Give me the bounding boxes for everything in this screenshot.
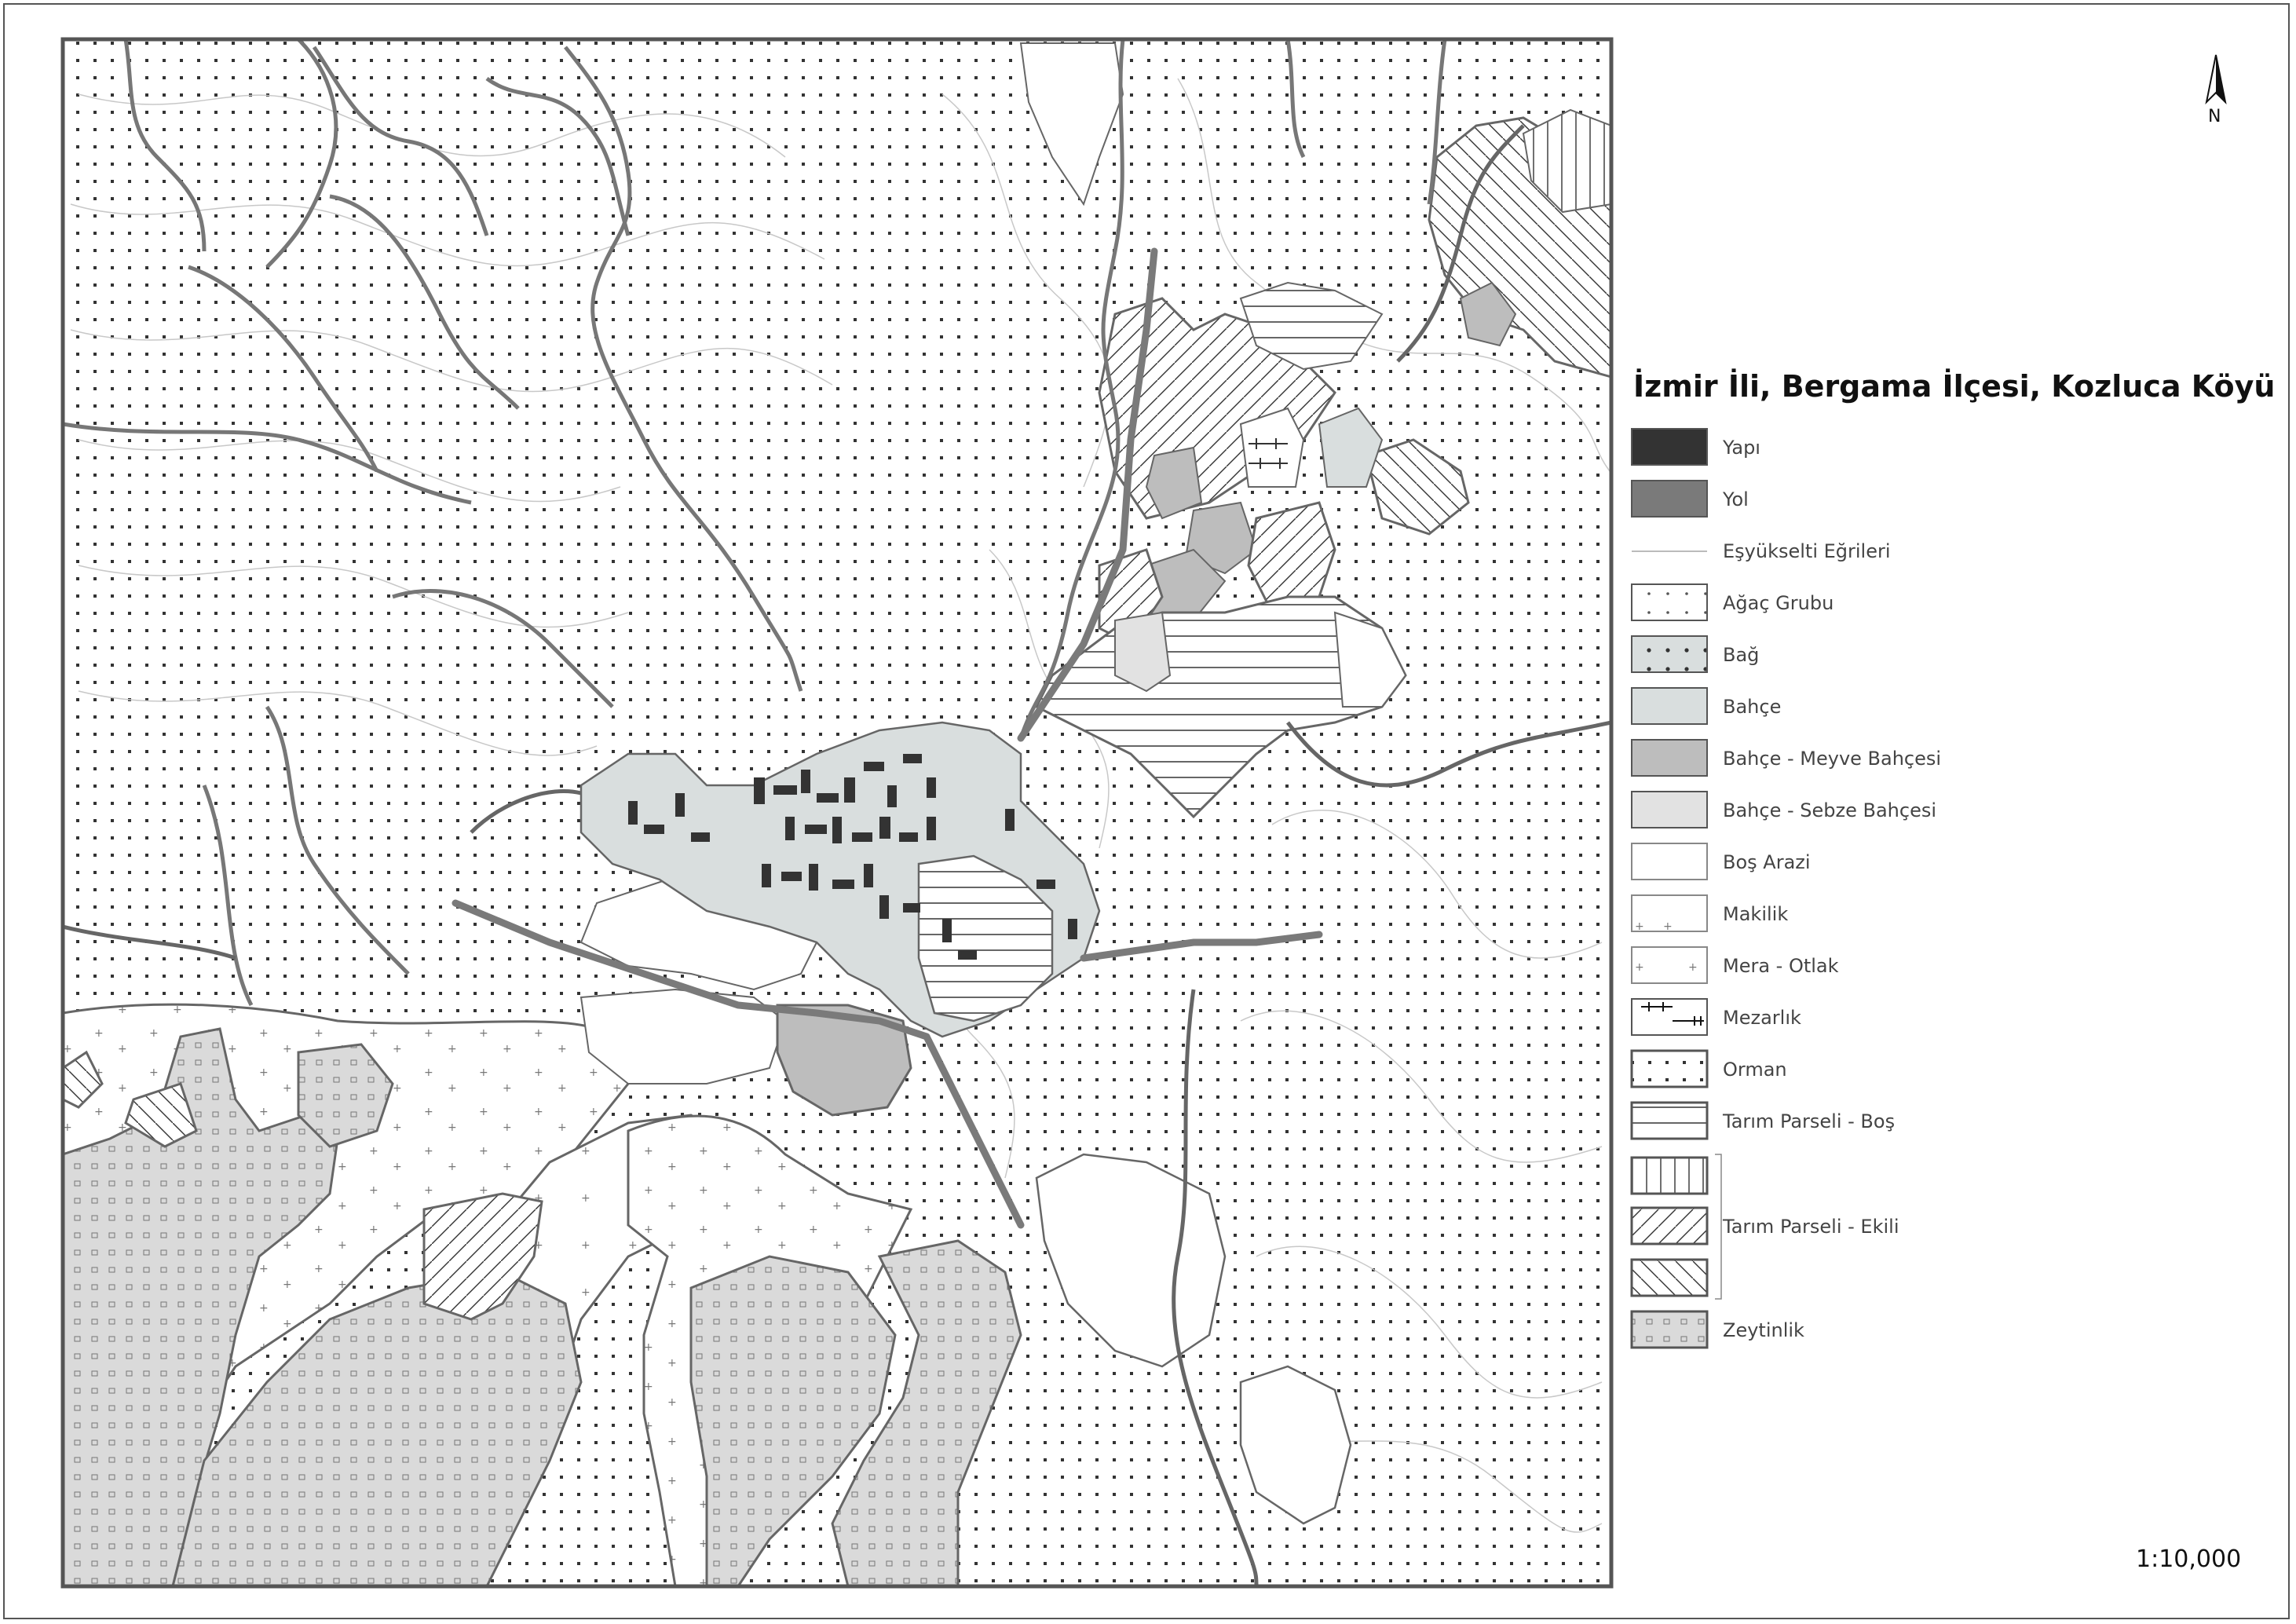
legend-swatches	[1632, 429, 1721, 1348]
yapi	[879, 817, 890, 839]
legend-label-orman: Orman	[1723, 1059, 1787, 1081]
legend-label-agac: Ağaç Grubu	[1723, 592, 1834, 614]
yapi	[762, 864, 771, 887]
north-label: N	[2208, 107, 2221, 126]
scale-label: 1:10,000	[2136, 1545, 2242, 1573]
yapi	[927, 777, 936, 798]
yapi	[628, 801, 638, 825]
swatch-bos	[1632, 843, 1707, 880]
swatch-agac	[1632, 584, 1707, 620]
legend-label-meyve: Bahçe - Meyve Bahçesi	[1723, 748, 1942, 770]
yapi	[691, 832, 710, 842]
map-area	[63, 39, 1611, 1586]
swatch-zeytinlik	[1632, 1311, 1707, 1348]
yapi	[1036, 880, 1055, 889]
swatch-yol	[1632, 481, 1707, 517]
swatch-meyve	[1632, 740, 1707, 776]
yapi	[809, 864, 818, 891]
legend-label-bos: Boş Arazi	[1723, 851, 1811, 873]
map-title: İzmir İli, Bergama İlçesi, Kozluca Köyü	[1633, 369, 2276, 404]
yapi	[899, 832, 918, 842]
swatch-mezarlik	[1632, 999, 1707, 1035]
swatch-orman	[1632, 1051, 1707, 1087]
swatch-tarim-ekili-1	[1632, 1158, 1707, 1194]
yapi	[852, 832, 872, 842]
svg-text:+: +	[1688, 961, 1698, 974]
yapi	[817, 793, 839, 803]
yapi	[1005, 809, 1015, 831]
yapi	[942, 919, 952, 942]
yapi	[887, 785, 897, 807]
yapi	[675, 793, 685, 817]
yapi	[832, 880, 854, 889]
legend-label-mera: Mera - Otlak	[1723, 955, 1839, 977]
legend-label-zeytinlik: Zeytinlik	[1723, 1319, 1804, 1341]
swatch-bag	[1632, 636, 1707, 672]
legend-label-tarim-bos: Tarım Parseli - Boş	[1723, 1110, 1896, 1132]
svg-text:+: +	[1635, 920, 1644, 933]
yapi	[785, 817, 795, 840]
legend-label-yol: Yol	[1723, 488, 1749, 510]
legend-label-mezarlik: Mezarlık	[1723, 1007, 1801, 1029]
mezarlik-area	[1241, 408, 1303, 487]
yapi	[754, 777, 765, 804]
yapi	[805, 825, 827, 834]
swatch-sebze	[1632, 792, 1707, 828]
legend-bracket	[1715, 1154, 1721, 1299]
yapi	[1068, 919, 1077, 939]
yapi	[781, 872, 802, 881]
legend-label-yapi: Yapı	[1723, 437, 1760, 459]
swatch-tarim-ekili-2	[1632, 1208, 1707, 1244]
yapi	[864, 864, 873, 887]
legend-label-bahce: Bahçe	[1723, 696, 1782, 718]
yapi	[844, 777, 855, 803]
svg-text:+: +	[1663, 920, 1673, 933]
yapi	[832, 817, 842, 843]
yapi	[801, 770, 810, 793]
legend-label-makilik: Makilik	[1723, 903, 1789, 925]
swatch-yapi	[1632, 429, 1707, 465]
swatch-tarim-bos	[1632, 1103, 1707, 1139]
north-arrow-icon	[2206, 55, 2225, 102]
yapi	[773, 785, 797, 795]
yapi	[903, 754, 922, 763]
legend-label-bag: Bağ	[1723, 644, 1760, 666]
yapi	[927, 817, 936, 840]
yapi	[958, 950, 977, 960]
legend-label-esyukselti: Eşyükselti Eğrileri	[1723, 540, 1891, 562]
svg-text:+: +	[1635, 961, 1644, 974]
yapi	[644, 825, 664, 834]
swatch-bahce	[1632, 688, 1707, 724]
swatch-mera	[1632, 947, 1707, 983]
yapi	[864, 762, 884, 771]
legend-label-sebze: Bahçe - Sebze Bahçesi	[1723, 799, 1937, 821]
swatch-makilik	[1632, 895, 1707, 933]
yapi	[903, 903, 920, 913]
sebze-e1	[1115, 613, 1170, 691]
swatch-tarim-ekili-3	[1632, 1260, 1707, 1296]
yapi	[879, 895, 889, 919]
legend-label-tarim-ekili: Tarım Parseli - Ekili	[1723, 1216, 1899, 1238]
